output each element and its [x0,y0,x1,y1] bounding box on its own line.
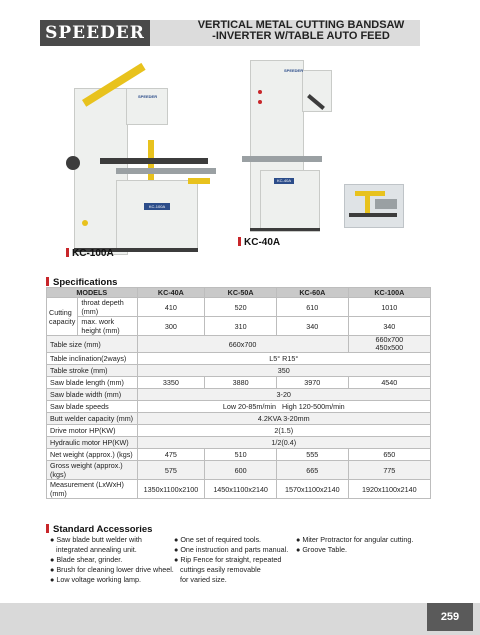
cutting-capacity-label: Cutting capacity [47,298,78,336]
table-row [47,480,431,499]
cell: 665 [276,461,348,480]
col-kc50a: KC-50A [205,288,277,298]
height-label: max. work height (mm) [78,317,137,336]
list-item: ● Groove Table. [296,545,347,554]
cell: 555 [276,449,348,461]
cell: 660x700 [137,336,348,353]
table-row [47,449,431,461]
cell-line: 660x700 [375,335,404,344]
throat-label: throat depeth (mm) [78,298,137,317]
cell: 650 [348,449,430,461]
table-row [47,437,431,449]
footer-bar [0,603,480,635]
list-item: integrated annealing unit. [50,545,137,554]
cell: 1350x1100x2100 [137,480,205,499]
blade-width-label: Saw blade width (mm) [47,389,138,401]
list-item: ● One instruction and parts manual. [174,545,289,554]
cell: 1/2(0.4) [137,437,431,449]
table-stroke-label: Table stroke (mm) [47,365,138,377]
cell: 1010 [348,298,430,317]
label-kc100a: KC-100A [66,248,114,259]
cell: 1570x1100x2140 [276,480,348,499]
page-number: 259 [427,603,473,631]
table-row [47,461,431,480]
cell: 410 [137,298,205,317]
accessories-title: Standard Accessories [46,524,152,535]
cell: 2(1.5) [137,425,431,437]
blade-speeds-label: Saw blade speeds [47,401,138,413]
col-kc60a: KC-60A [276,288,348,298]
cell: 4540 [348,377,430,389]
cell: 340 [276,317,348,336]
list-item: ● Saw blade butt welder with [50,535,142,544]
list-item: ● Blade shear, grinder. [50,555,123,564]
cell: 520 [205,298,277,317]
cell [348,336,430,353]
table-row [47,317,431,336]
cell: 3970 [276,377,348,389]
cell: L5° R15° [137,353,431,365]
brand-logo: SPEEDER [40,20,150,46]
cell: Low 20-85m/min High 120-500m/min [137,401,431,413]
cell: 510 [205,449,277,461]
col-kc40a: KC-40A [137,288,205,298]
cell: 475 [137,449,205,461]
cell: 1450x1100x2140 [205,480,277,499]
list-item: ● Brush for cleaning lower drive wheel. [50,565,174,574]
list-item: ● Low voltage working lamp. [50,575,142,584]
badge-kc40a: SPEEDER [284,68,304,73]
spec-header-row [47,288,431,298]
table-row [47,389,431,401]
drive-motor-label: Drive motor HP(KW) [47,425,138,437]
plate-kc100a: KC-100A [144,203,170,210]
accessories-col-1 [50,535,174,585]
cell: 340 [348,317,430,336]
cell: 3350 [137,377,205,389]
table-row [47,377,431,389]
list-item: ● Rip Fence for straight, repeated [174,555,282,564]
table-row [47,413,431,425]
col-models: MODELS [47,288,138,298]
specifications-title: Specifications [46,277,117,288]
cell: 4.2KVA 3-20mm [137,413,431,425]
net-weight-label: Net weight (approx.) (kgs) [47,449,138,461]
header-banner [0,18,480,48]
table-row [47,353,431,365]
hydraulic-motor-label: Hydraulic motor HP(KW) [47,437,138,449]
accessories-col-3 [296,535,413,555]
cell: 3880 [205,377,277,389]
table-row [47,336,431,353]
table-size-label: Table size (mm) [47,336,138,353]
cell: 300 [137,317,205,336]
col-kc100a: KC-100A [348,288,430,298]
cell: 310 [205,317,277,336]
title-line-2: -INVERTER W/TABLE AUTO FEED [212,30,390,42]
list-item: cuttings easily removable [174,565,261,574]
cell: 3-20 [137,389,431,401]
table-row [47,365,431,377]
table-row [47,298,431,317]
label-kc40a: KC-40A [238,237,280,248]
table-incl-label: Table inclination(2ways) [47,353,138,365]
gross-weight-label: Gross weight (approx.) (kgs) [47,461,138,480]
plate-kc40a: KC-40A [274,178,294,184]
cell: 575 [137,461,205,480]
photo-kc100a [60,70,235,255]
list-item: for varied size. [174,575,227,584]
measurement-label: Measurement (LxWxH) (mm) [47,480,138,499]
page-title [186,20,416,42]
cell-line: 450x500 [375,343,404,352]
welder-label: Butt welder capacity (mm) [47,413,138,425]
blade-length-label: Saw blade length (mm) [47,377,138,389]
cell: 610 [276,298,348,317]
photo-kc40a [232,60,342,235]
cell: 600 [205,461,277,480]
specifications-table [46,287,431,499]
list-item: ● One set of required tools. [174,535,262,544]
cell: 350 [137,365,431,377]
title-line-1: VERTICAL METAL CUTTING BANDSAW [197,19,405,31]
photo-table-detail [344,184,404,228]
cell: 1920x1100x2140 [348,480,430,499]
cell: 775 [348,461,430,480]
badge-kc100a: SPEEDER [138,94,158,99]
table-row [47,425,431,437]
accessories-col-2 [174,535,288,585]
table-row [47,401,431,413]
list-item: ● Miter Protractor for angular cutting. [296,535,414,544]
